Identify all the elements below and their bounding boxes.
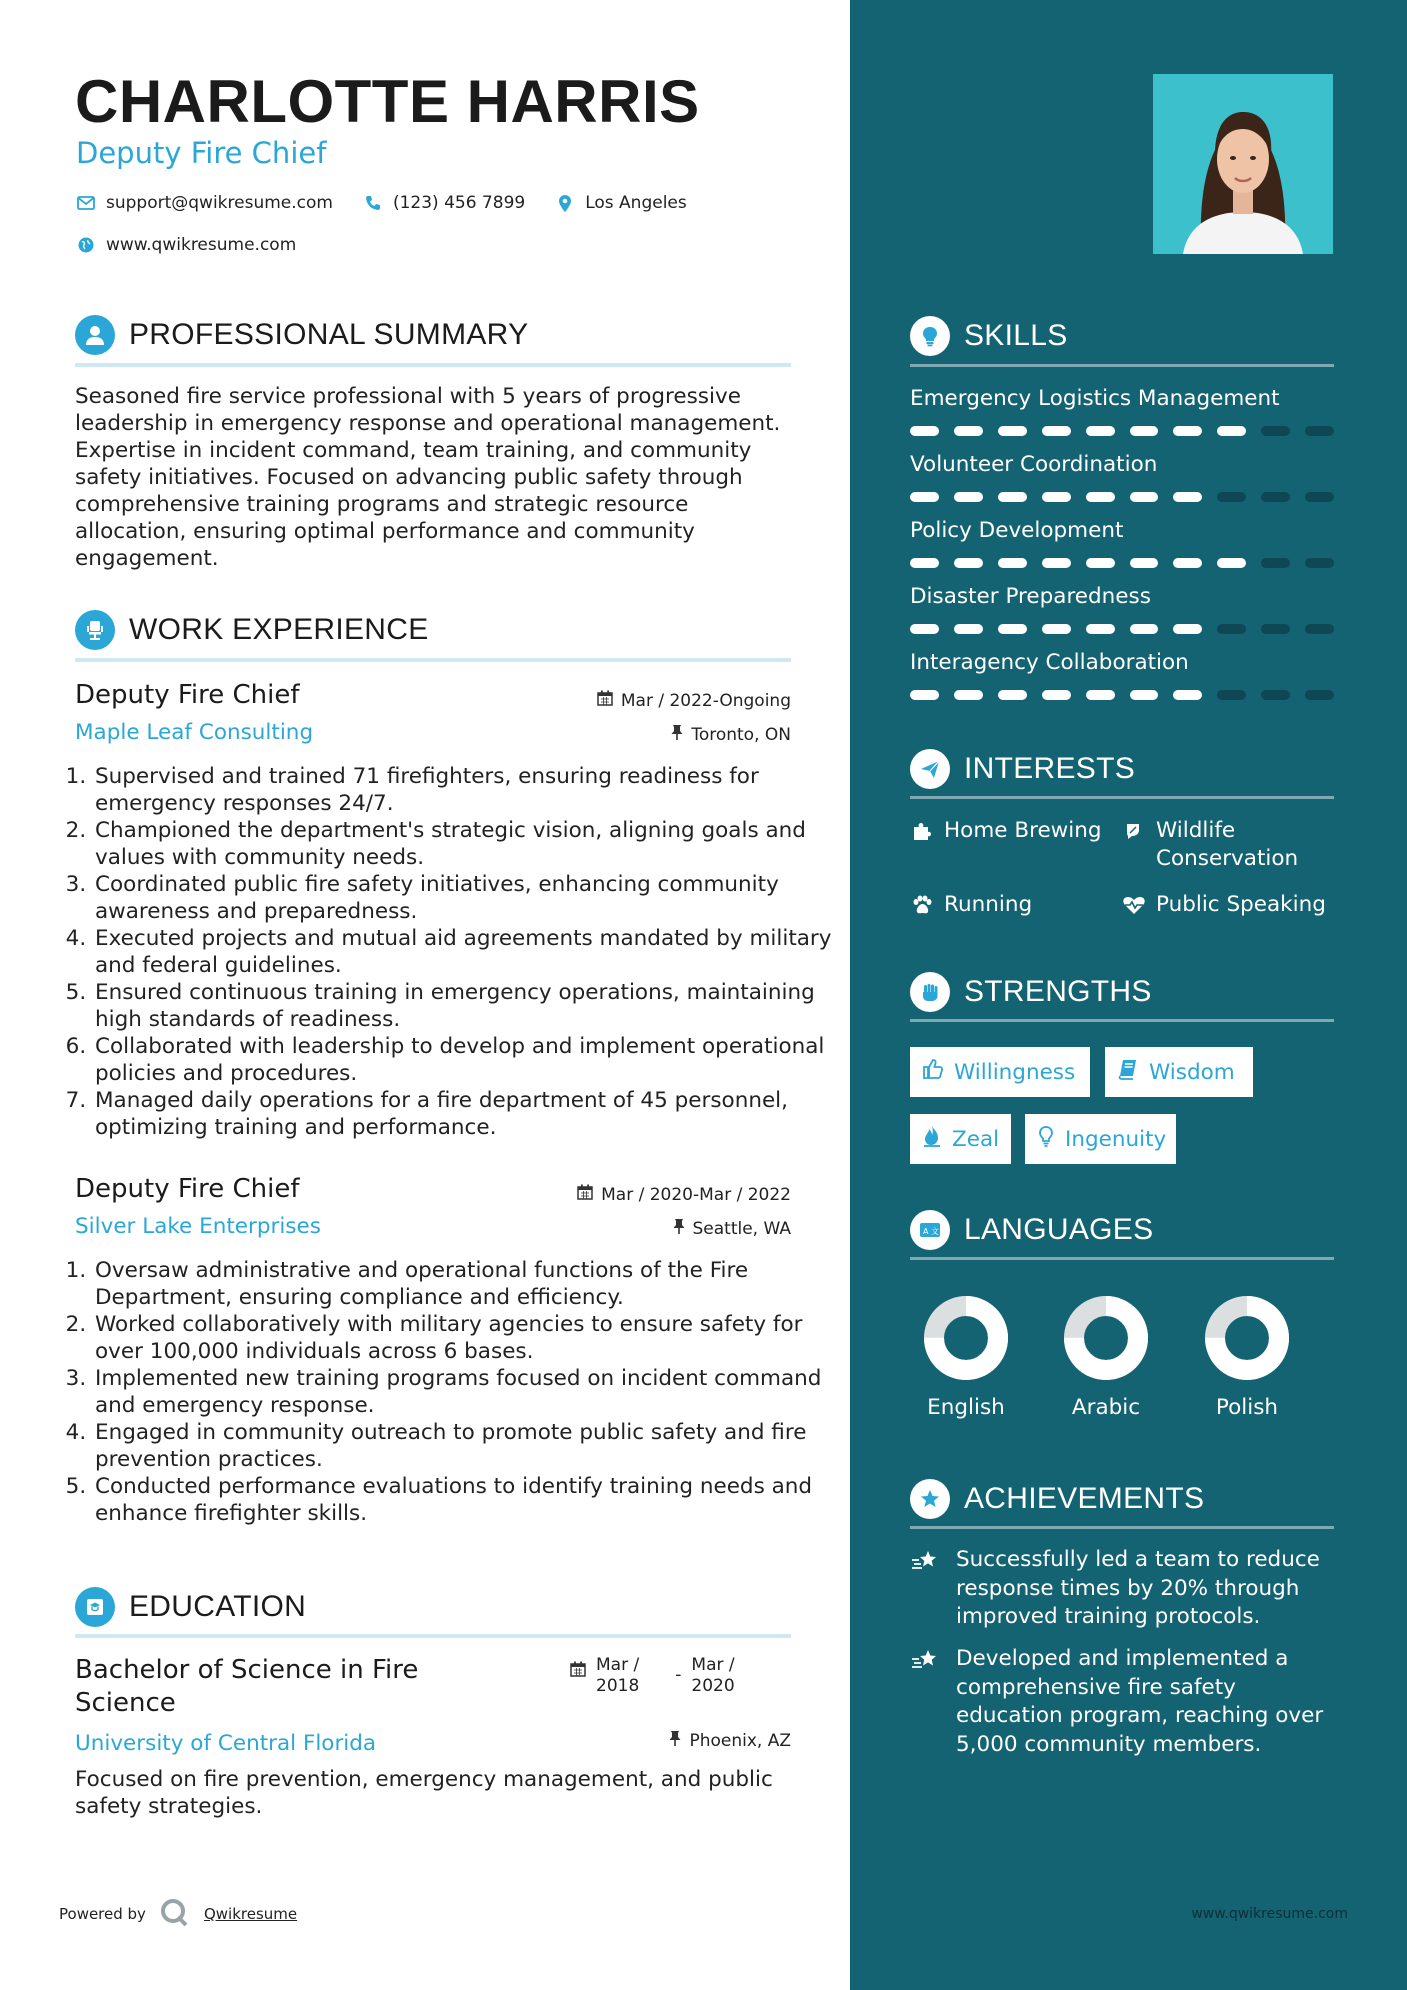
interest-label: Public Speaking	[1156, 892, 1326, 917]
language-name: Polish	[1215, 1395, 1279, 1420]
interest-item	[910, 891, 1032, 919]
footer-site[interactable]: www.qwikresume.com	[1191, 1906, 1348, 1922]
list-item: 2. Worked collaboratively with military agencies to ensure safety for over 100,000 individuals across 6 bases.	[93, 1311, 853, 1365]
company-name: Maple Leaf Consulting	[75, 720, 314, 745]
section-divider	[910, 1257, 1334, 1260]
skill-dash	[1042, 492, 1071, 502]
svg-text:文: 文	[931, 1227, 939, 1236]
office-chair-icon	[75, 610, 115, 650]
strength-label: Ingenuity	[1065, 1126, 1167, 1152]
language-ring	[921, 1293, 1011, 1383]
strength-chip	[1025, 1114, 1176, 1164]
skill-dash	[1261, 624, 1290, 634]
skill-dash	[1217, 492, 1246, 502]
calendar-icon	[577, 1184, 593, 1205]
interest-item	[1122, 817, 1322, 873]
user-icon	[75, 315, 115, 355]
skill-level-bar	[910, 690, 1334, 700]
job-title: Deputy Fire Chief	[75, 680, 300, 710]
skills-title: SKILLS	[964, 319, 1068, 352]
qwikresume-logo-icon	[160, 1898, 190, 1930]
skill-dash	[910, 426, 939, 436]
skill-dash	[954, 558, 983, 568]
company-name: Silver Lake Enterprises	[75, 1214, 321, 1239]
skill-dash	[1173, 624, 1202, 634]
skill-dash	[1305, 624, 1334, 634]
strength-label: Wisdom	[1149, 1059, 1235, 1085]
skill-dash	[1217, 624, 1246, 634]
language-item	[1051, 1293, 1161, 1420]
section-divider	[910, 1526, 1334, 1529]
skill-dash	[1086, 558, 1115, 568]
strength-chip	[1105, 1047, 1253, 1097]
skill-dash	[1130, 492, 1159, 502]
strength-chip	[910, 1047, 1090, 1097]
section-divider	[910, 1019, 1334, 1022]
thumbs-up-icon	[922, 1058, 944, 1086]
book-icon	[1117, 1058, 1139, 1086]
education-dates	[570, 1655, 735, 1697]
paw-icon	[910, 891, 934, 919]
list-item: 3. Implemented new training programs focused on incident command and emergency response.	[93, 1365, 853, 1419]
language-name: English	[927, 1395, 1005, 1420]
summary-text: Seasoned fire service professional with 5 years of progressive leadership in emergency response and operational management. Expertise in incident command, team training, and community safety initiatives. Focused on advancing public safety through comprehensive training programs and strategic resource allocation, ensuring optimal performance and community engagement.	[75, 384, 781, 571]
skill-dash	[910, 558, 939, 568]
skill-name: Disaster Preparedness	[910, 584, 1151, 609]
svg-text:A: A	[923, 1227, 929, 1236]
start-year: 2018	[596, 1676, 640, 1696]
leaf-icon	[1122, 817, 1146, 845]
pushpin-icon	[671, 724, 683, 745]
skill-dash	[1042, 558, 1071, 568]
skills-heading	[910, 316, 1334, 356]
skill-dash	[998, 426, 1027, 436]
lightbulb-outline-icon	[1037, 1125, 1055, 1153]
skill-dash	[1130, 690, 1159, 700]
skill-dash	[1130, 426, 1159, 436]
skill-dash	[1173, 426, 1202, 436]
job-location	[671, 724, 791, 745]
education-description: Focused on fire prevention, emergency management, and public safety strategies.	[75, 1767, 773, 1819]
website-row	[76, 235, 316, 255]
envelope-icon	[76, 193, 96, 213]
languages-heading	[910, 1210, 1334, 1250]
job-dates	[597, 690, 791, 711]
section-divider	[75, 363, 791, 367]
skill-dash	[1130, 624, 1159, 634]
phone-icon	[363, 193, 383, 213]
achievement-item	[910, 1645, 1340, 1759]
skill-name: Policy Development	[910, 518, 1124, 543]
skill-dash	[1173, 690, 1202, 700]
job-dates-text: Mar / 2020-Mar / 2022	[601, 1184, 791, 1205]
job-location-text: Toronto, ON	[691, 724, 791, 745]
strength-label: Willingness	[954, 1059, 1076, 1085]
sidebar	[850, 0, 1407, 1990]
star-badge-icon	[910, 1479, 950, 1519]
powered-by-label: Powered by	[59, 1905, 146, 1923]
list-item: 5. Ensured continuous training in emergency operations, maintaining high standards of readiness.	[93, 979, 853, 1033]
interests-title: INTERESTS	[964, 752, 1136, 785]
skill-dash	[954, 624, 983, 634]
raised-fist-icon	[910, 972, 950, 1012]
education-title: EDUCATION	[129, 1590, 307, 1623]
skill-dash	[998, 624, 1027, 634]
skill-dash	[1086, 624, 1115, 634]
calendar-icon	[570, 1655, 586, 1682]
education-heading	[75, 1587, 791, 1627]
section-divider	[910, 796, 1334, 799]
language-name: Arabic	[1071, 1395, 1141, 1420]
list-item: 1. Supervised and trained 71 firefighters, ensuring readiness for emergency responses 24/7.	[93, 763, 853, 817]
skill-dash	[998, 492, 1027, 502]
achievements-heading	[910, 1479, 1334, 1519]
date-dash: -	[675, 1665, 682, 1685]
skill-dash	[1261, 558, 1290, 568]
achievement-text: Developed and implemented a comprehensive fire safety education program, reaching over 5,000 community members.	[956, 1646, 1324, 1757]
profile-photo	[1153, 74, 1333, 254]
skill-dash	[910, 492, 939, 502]
list-item: 4. Executed projects and mutual aid agreements mandated by military and federal guidelines.	[93, 925, 853, 979]
skill-name: Emergency Logistics Management	[910, 386, 1280, 411]
list-item: 6. Collaborated with leadership to develop and implement operational policies and procedures.	[93, 1033, 853, 1087]
calendar-icon	[597, 690, 613, 711]
skill-dash	[998, 690, 1027, 700]
contact-row	[76, 193, 707, 213]
email-link[interactable]: support@qwikresume.com	[106, 193, 333, 213]
end-year: 2020	[691, 1676, 735, 1696]
skill-dash	[1086, 690, 1115, 700]
interest-label: Wildlife Conservation	[1156, 818, 1299, 871]
skill-level-bar	[910, 426, 1334, 436]
skill-dash	[910, 624, 939, 634]
experience-title: WORK EXPERIENCE	[129, 613, 429, 646]
skill-name: Volunteer Coordination	[910, 452, 1158, 477]
pushpin-icon	[669, 1730, 681, 1751]
education-location-text: Phoenix, AZ	[689, 1730, 791, 1751]
pushpin-icon	[673, 1218, 685, 1239]
skill-dash	[1217, 426, 1246, 436]
skill-dash	[954, 426, 983, 436]
list-item: 4. Engaged in community outreach to promote public safety and fire prevention practices.	[93, 1419, 853, 1473]
skill-dash	[1042, 426, 1071, 436]
skill-item	[910, 518, 1334, 568]
skill-dash	[1305, 492, 1334, 502]
skill-dash	[1173, 492, 1202, 502]
education-location	[669, 1730, 791, 1751]
responsibility-list	[45, 763, 853, 1141]
skill-dash	[1086, 492, 1115, 502]
footer-powered-by	[59, 1898, 297, 1930]
skill-dash	[954, 690, 983, 700]
skill-level-bar	[910, 492, 1334, 502]
skill-dash	[1261, 492, 1290, 502]
job-dates-text: Mar / 2022-Ongoing	[620, 690, 791, 711]
list-item: 5. Conducted performance evaluations to identify training needs and enhance firefighter skills.	[93, 1473, 853, 1527]
strength-chip	[910, 1114, 1011, 1164]
strength-label: Zeal	[952, 1126, 1000, 1152]
responsibility-list	[45, 1257, 853, 1527]
fire-icon	[922, 1125, 942, 1153]
start-month: Mar /	[596, 1655, 640, 1675]
school-name: University of Central Florida	[75, 1731, 377, 1756]
interest-item	[1122, 891, 1326, 919]
job-title: Deputy Fire Chief	[75, 1174, 300, 1204]
skill-dash	[910, 690, 939, 700]
interest-item	[910, 817, 1102, 845]
skill-dash	[1173, 558, 1202, 568]
skill-dash	[1305, 426, 1334, 436]
skill-dash	[1261, 426, 1290, 436]
map-pin-icon	[555, 193, 575, 213]
skill-level-bar	[910, 558, 1334, 568]
skill-dash	[1130, 558, 1159, 568]
end-date	[691, 1655, 734, 1697]
section-divider	[75, 1634, 791, 1638]
globe-icon	[76, 235, 96, 255]
skill-level-bar	[910, 624, 1334, 634]
end-month: Mar /	[691, 1655, 735, 1675]
location-text: Los Angeles	[585, 193, 687, 213]
phone-number[interactable]: (123) 456 7899	[392, 193, 526, 213]
achievements-title: ACHIEVEMENTS	[964, 1482, 1205, 1515]
heartbeat-icon	[1122, 891, 1146, 919]
interest-label: Home Brewing	[944, 818, 1102, 843]
skill-item	[910, 650, 1334, 700]
skill-dash	[1042, 624, 1071, 634]
strengths-title: STRENGTHS	[964, 975, 1152, 1008]
website-link[interactable]: www.qwikresume.com	[106, 235, 297, 255]
skill-dash	[998, 558, 1027, 568]
shooting-star-icon	[910, 1546, 942, 1632]
shooting-star-icon	[910, 1645, 942, 1759]
list-item: 1. Oversaw administrative and operational functions of the Fire Department, ensuring compliance and efficiency.	[93, 1257, 853, 1311]
list-item: 2. Championed the department's strategic vision, aligning goals and values with community needs.	[93, 817, 853, 871]
job-location-text: Seattle, WA	[692, 1218, 791, 1239]
experience-heading	[75, 610, 791, 650]
list-item: 3. Coordinated public fire safety initiatives, enhancing community awareness and preparedness.	[93, 871, 853, 925]
skill-dash	[1305, 558, 1334, 568]
achievement-text: Successfully led a team to reduce response times by 20% through improved training protocols.	[956, 1547, 1320, 1629]
start-date	[596, 1655, 639, 1697]
language-card-icon	[910, 1210, 950, 1250]
skill-name: Interagency Collaboration	[910, 650, 1189, 675]
skill-dash	[1217, 558, 1246, 568]
paper-plane-icon	[910, 749, 950, 789]
achievement-item	[910, 1546, 1340, 1632]
job-dates	[577, 1184, 791, 1205]
skill-item	[910, 584, 1334, 634]
language-item	[1192, 1293, 1302, 1420]
summary-title: PROFESSIONAL SUMMARY	[129, 318, 529, 351]
language-ring	[1061, 1293, 1151, 1383]
brand-link[interactable]: Qwikresume	[203, 1905, 298, 1923]
lightbulb-icon	[910, 316, 950, 356]
interest-label: Running	[944, 892, 1033, 917]
language-ring	[1202, 1293, 1292, 1383]
graduation-icon	[75, 1587, 115, 1627]
job-location	[673, 1218, 792, 1239]
candidate-name: CHARLOTTE HARRIS	[75, 68, 700, 135]
degree-title: Bachelor of Science in Fire Science	[75, 1655, 419, 1718]
skill-item	[910, 386, 1334, 436]
strengths-heading	[910, 972, 1334, 1012]
candidate-role: Deputy Fire Chief	[76, 136, 327, 170]
languages-title: LANGUAGES	[964, 1213, 1154, 1246]
summary-heading	[75, 315, 791, 355]
skill-dash	[1217, 690, 1246, 700]
interests-heading	[910, 749, 1334, 789]
skill-dash	[954, 492, 983, 502]
skill-item	[910, 452, 1334, 502]
puzzle-icon	[910, 817, 934, 845]
skill-dash	[1261, 690, 1290, 700]
skill-dash	[1086, 426, 1115, 436]
language-item	[911, 1293, 1021, 1420]
list-item: 7. Managed daily operations for a fire department of 45 personnel, optimizing training and performance.	[93, 1087, 853, 1141]
section-divider	[910, 364, 1334, 367]
skill-dash	[1042, 690, 1071, 700]
skill-dash	[1305, 690, 1334, 700]
section-divider	[75, 658, 791, 662]
